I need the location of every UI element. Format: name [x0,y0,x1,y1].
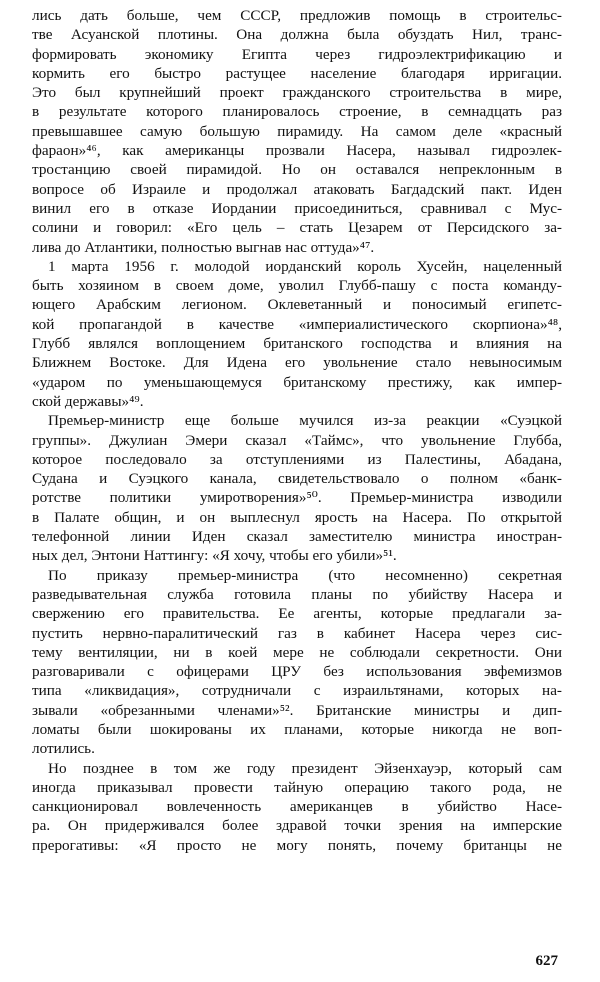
text-line: группы». Джулиан Эмери сказал «Таймс», что увольнение Глубба, [32,431,562,449]
text-line: кормить его быстро растущее население благодаря ирригации. [32,64,562,82]
text-line: кой пропагандой в качестве «империалистического скорпиона»⁴⁸, [32,315,562,333]
text-line: лись дать больше, чем СССР, предложив помощь в строительс- [32,7,562,24]
text-line: По приказу премьер-министра (что несомненно) секретная [48,566,562,584]
text-line: винил его в отказе Иордании присоединиться, сравнивал с Мус- [32,199,562,217]
paragraph [32,566,562,759]
text-line: превышавшее самую большую пирамиду. На самом деле «красный [32,122,562,140]
text-line: Это был крупнейший проект гражданского строительства в мире, [32,84,562,102]
text-line: пустить нервно-паралитический газ в кабинет Насера через сис- [32,624,562,642]
text-line: которое последовало за отступлениями из Палестины, Абадана, [32,450,562,468]
text-line: фараон»⁴⁶, как американцы прозвали Насера, называл гидроэлек- [32,142,562,160]
text-line: Глубб являлся воплощением британского господства и влияния на [32,335,562,353]
text-line: солини и говорил: «Его цель – стать Цезарем от Персидского за- [32,219,562,237]
text-line: ской державы»⁴⁹. [32,392,144,410]
text-line: лотились. [32,740,95,758]
text-line: ных дел, Энтони Наттингу: «Я хочу, чтобы его убили»⁵¹. [32,547,397,565]
text-line: зывали «обрезанными членами»⁵². Британские министры и дип- [32,701,562,719]
text-line: ра. Он придерживался более здравой точки зрения на имперские [32,817,562,835]
text-line: в Палате общин, и он выплеснул ярость на Насера. По открытой [32,508,562,526]
paragraph [32,257,562,411]
text-line: вопросе об Израиле и продолжал атаковать Багдадский пакт. Иден [32,180,562,198]
text-line: «ударом по уменьшающемуся британскому престижу, как импер- [32,373,562,391]
text-line: формировать экономику Египта через гидроэлектрификацию и [32,45,562,63]
text-line: быть хозяином в своем доме, уволил Глубб-пашу с поста команду- [32,277,562,295]
text-line: тему вентиляции, ни в коей мере не соблюдали секретности. Они [32,643,562,661]
paragraph [32,6,562,257]
text-line: свержению его правительства. Ее агенты, которые предлагали за- [32,605,562,623]
text-line: телефонной линии Иден сказал заместителю министра иностран- [32,528,562,546]
text-line: Ближнем Востоке. Для Идена его увольнение стало невыносимым [32,354,562,372]
text-line: ющего Арабским легионом. Оклеветанный и поносимый египетс- [32,296,562,314]
text-line: прерогативы: «Я просто не могу понять, почему британцы не [32,836,562,854]
text-line: 1 марта 1956 г. молодой иорданский король Хусейн, нацеленный [48,257,562,275]
text-line: в результате которого планировалось строение, в семнадцать раз [32,103,562,121]
text-line: типа «ликвидация», сотрудничали с израильтянами, которых на- [32,682,562,700]
text-line: разведывательная служба готовила планы по убийству Насера и [32,585,562,603]
page-number: 627 [535,953,558,969]
text-line: Но позднее в том же году президент Эйзенхауэр, который сам [48,759,562,777]
text-line: Судана и Суэцкого канала, свидетельствовало о полном «банк- [32,470,562,488]
text-line: разговаривали с офицерами ЦРУ без использования эвфемизмов [32,663,562,681]
text-line: санкционировал вовлеченность американцев в убийство Насе- [32,798,562,816]
paragraph [32,759,562,855]
text-line: лива до Атлантики, полностью выгнав нас оттуда»⁴⁷. [32,238,375,256]
text-line: тве Асуанской плотины. Она должна была обуздать Нил, транс- [32,26,562,44]
text-line: ломаты были шокированы их планами, которые никогда не воп- [32,720,562,738]
paragraph [32,411,562,565]
text-line: иногда приказывал провести тайную операцию такого рода, не [32,778,562,796]
text-line: Премьер-министр еще больше мучился из-за реакции «Суэцкой [48,412,562,430]
body-text [32,6,562,855]
text-line: ротстве политики умиротворения»⁵⁰. Премьер-министра изводили [32,489,562,507]
text-line: тростанцию своей пирамидой. Но он оставался непреклонным в [32,161,562,179]
